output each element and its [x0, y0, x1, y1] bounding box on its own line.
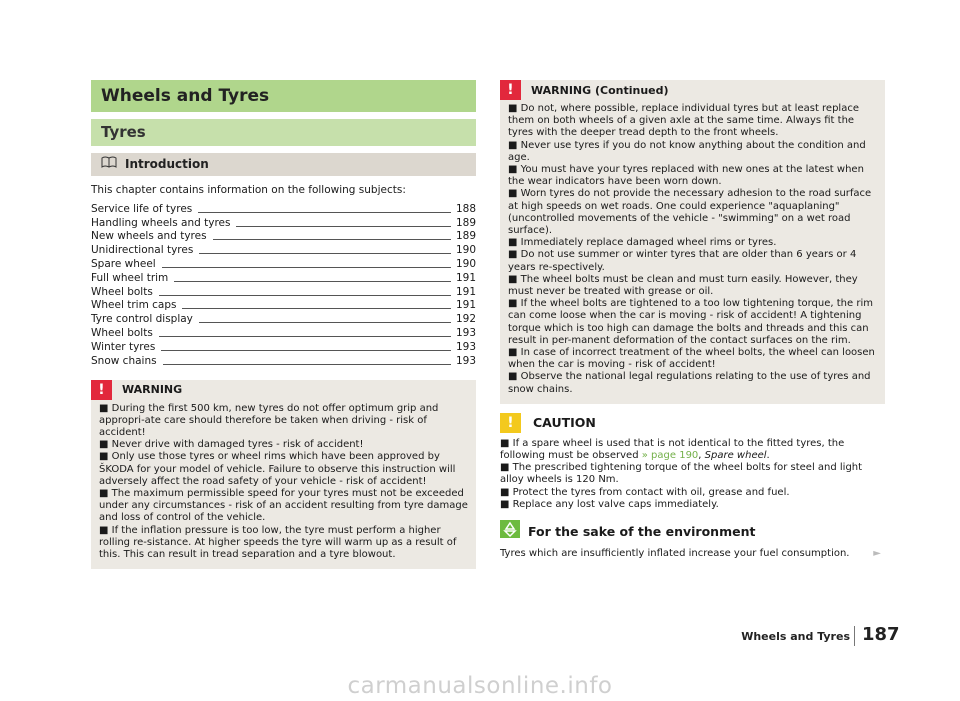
toc-page: 191	[455, 299, 476, 312]
warning-item: ■ You must have your tyres replaced with new ones at the latest when the wear indicators have been worn down.	[508, 164, 864, 188]
toc-title: Winter tyres	[91, 340, 156, 353]
environment-body	[500, 548, 885, 560]
toc-page: 191	[455, 285, 476, 298]
warning-item: ■ In case of incorrect treatment of the wheel bolts, the wheel can loosen when the car is moving - risk of accident!	[508, 347, 875, 371]
toc-title: Service life of tyres	[91, 202, 193, 215]
toc-row[interactable]	[91, 354, 476, 368]
caution-item: ■ The prescribed tightening torque of the wheel bolts for steel and light alloy wheels is 120 Nm.	[500, 462, 863, 486]
recycle-icon	[500, 520, 520, 542]
warning-continued-header	[500, 80, 885, 100]
reference-title: Spare wheel	[704, 450, 767, 462]
toc-title: Wheel bolts	[91, 285, 153, 298]
intro-title: Introduction	[125, 157, 209, 171]
caution-icon: !	[500, 413, 521, 433]
warning-item: ■ Never drive with damaged tyres - risk of accident!	[99, 439, 364, 451]
warning-item: ■ The wheel bolts must be clean and must turn easily. However, they must never be treated with grease or oil.	[508, 273, 858, 298]
warning-icon: !	[500, 80, 521, 100]
warning-box	[91, 380, 476, 570]
page-number: 187	[862, 624, 900, 645]
toc-page: 193	[455, 326, 476, 339]
toc-row[interactable]	[91, 340, 476, 354]
toc-list	[91, 202, 476, 368]
toc-title: Spare wheel	[91, 257, 156, 270]
warning-item: ■ Do not, where possible, replace individual tyres but at least replace them on both wheels of a given axle at the same time. Always fit the tyres with the deeper tread depth to the front wheels.	[508, 103, 859, 139]
footer-chapter-label: Wheels and Tyres	[741, 630, 850, 643]
toc-title: Wheel trim caps	[91, 299, 177, 312]
toc-row[interactable]	[91, 326, 476, 340]
toc-title: Snow chains	[91, 354, 157, 367]
toc-page: 192	[455, 313, 476, 326]
intro-text: This chapter contains information on the following subjects:	[91, 184, 406, 196]
environment-header	[500, 520, 885, 542]
continue-arrow-icon: ►	[873, 548, 881, 560]
warning-item: ■ Observe the national legal regulations relating to the use of tyres and snow chains.	[508, 371, 871, 395]
toc-row[interactable]	[91, 216, 476, 230]
caution-body	[500, 438, 885, 511]
toc-row[interactable]	[91, 230, 476, 244]
page-link[interactable]: » page 190	[641, 450, 699, 462]
toc-title: Tyre control display	[91, 313, 193, 326]
warning-item: ■ Only use those tyres or wheel rims which have been approved by ŠKODA for your model of vehicle. Failure to observe this instruction will adversely affect the road safety of your vehicle - risk of accident!	[99, 451, 456, 487]
warning-title: WARNING	[122, 383, 183, 397]
caution-item: ■ If a spare wheel is used that is not identical to the fitted tyres, the following must be observed » page 190, Spare wheel.	[500, 437, 845, 462]
toc-row[interactable]	[91, 299, 476, 313]
caution-title: CAUTION	[533, 415, 596, 431]
warning-item: ■ During the first 500 km, new tyres do not offer optimum grip and appropri-ate care should therefore be taken when driving - risk of accident!	[99, 402, 439, 438]
toc-page: 189	[455, 216, 476, 229]
warning-continued-body	[500, 100, 885, 396]
warning-continued-title: WARNING (Continued)	[531, 83, 669, 97]
warning-header	[91, 380, 476, 400]
right-column	[500, 80, 885, 560]
toc-title: Wheel bolts	[91, 326, 153, 339]
warning-icon: !	[91, 380, 112, 400]
toc-row[interactable]	[91, 285, 476, 299]
left-column	[91, 80, 476, 569]
toc-page: 189	[455, 230, 476, 243]
environment-title: For the sake of the environment	[528, 523, 756, 539]
warning-continued-box	[500, 80, 885, 404]
environment-text: Tyres which are insufficiently inflated increase your fuel consumption.	[500, 548, 850, 560]
warning-item: ■ If the wheel bolts are tightened to a too low tightening torque, the rim can come loose when the car is moving - risk of accident! A tightening torque which is too high can damage the bolts and threads and this can result in per-manent deformation of the contact surfaces on the rim.	[508, 298, 873, 346]
watermark: carmanualsonline.info	[347, 673, 613, 699]
warning-item: ■ Never use tyres if you do not know anything about the condition and age.	[508, 139, 866, 163]
toc-row[interactable]	[91, 312, 476, 326]
toc-row[interactable]	[91, 257, 476, 271]
warning-item: ■ Worn tyres do not provide the necessary adhesion to the road surface at high speeds on wet roads. One could experience "aquaplaning" (uncontrolled movements of the vehicle - "swimming" on a wet road surface).	[508, 188, 872, 237]
book-icon	[101, 153, 117, 176]
caution-item: ■ Replace any lost valve caps immediately.	[500, 498, 719, 510]
toc-title: Full wheel trim	[91, 271, 169, 284]
toc-row[interactable]	[91, 202, 476, 216]
toc-title: Handling wheels and tyres	[91, 216, 231, 229]
warning-item: ■ Immediately replace damaged wheel rims or tyres.	[508, 237, 777, 249]
toc-page: 193	[455, 340, 476, 353]
chapter-title: Wheels and Tyres	[91, 80, 476, 112]
warning-item: ■ The maximum permissible speed for your tyres must not be exceeded under any circumstances - risk of an accident resulting from tyre damage and loss of control of the vehicle.	[99, 487, 468, 524]
warning-item: ■ If the inflation pressure is too low, the tyre must perform a higher rolling re-sistance. At higher speeds the tyre will warm up as a result of this. This can result in tread separation and a tyre blowout.	[99, 524, 457, 560]
footer-divider	[854, 626, 855, 646]
toc-row[interactable]	[91, 243, 476, 257]
warning-body	[91, 400, 476, 562]
toc-page: 191	[455, 271, 476, 284]
intro-header	[91, 153, 476, 176]
toc-row[interactable]	[91, 271, 476, 285]
toc-page: 190	[455, 244, 476, 257]
toc-title: New wheels and tyres	[91, 230, 207, 243]
caution-item: ■ Protect the tyres from contact with oil, grease and fuel.	[500, 486, 790, 498]
toc-page: 190	[455, 257, 476, 270]
warning-item: ■ Do not use summer or winter tyres that are older than 6 years or 4 years re-spectively.	[508, 249, 857, 273]
toc-page: 188	[455, 202, 476, 215]
section-title: Tyres	[91, 119, 476, 146]
toc-page: 193	[455, 354, 476, 367]
toc-title: Unidirectional tyres	[91, 244, 194, 257]
caution-header	[500, 413, 885, 433]
